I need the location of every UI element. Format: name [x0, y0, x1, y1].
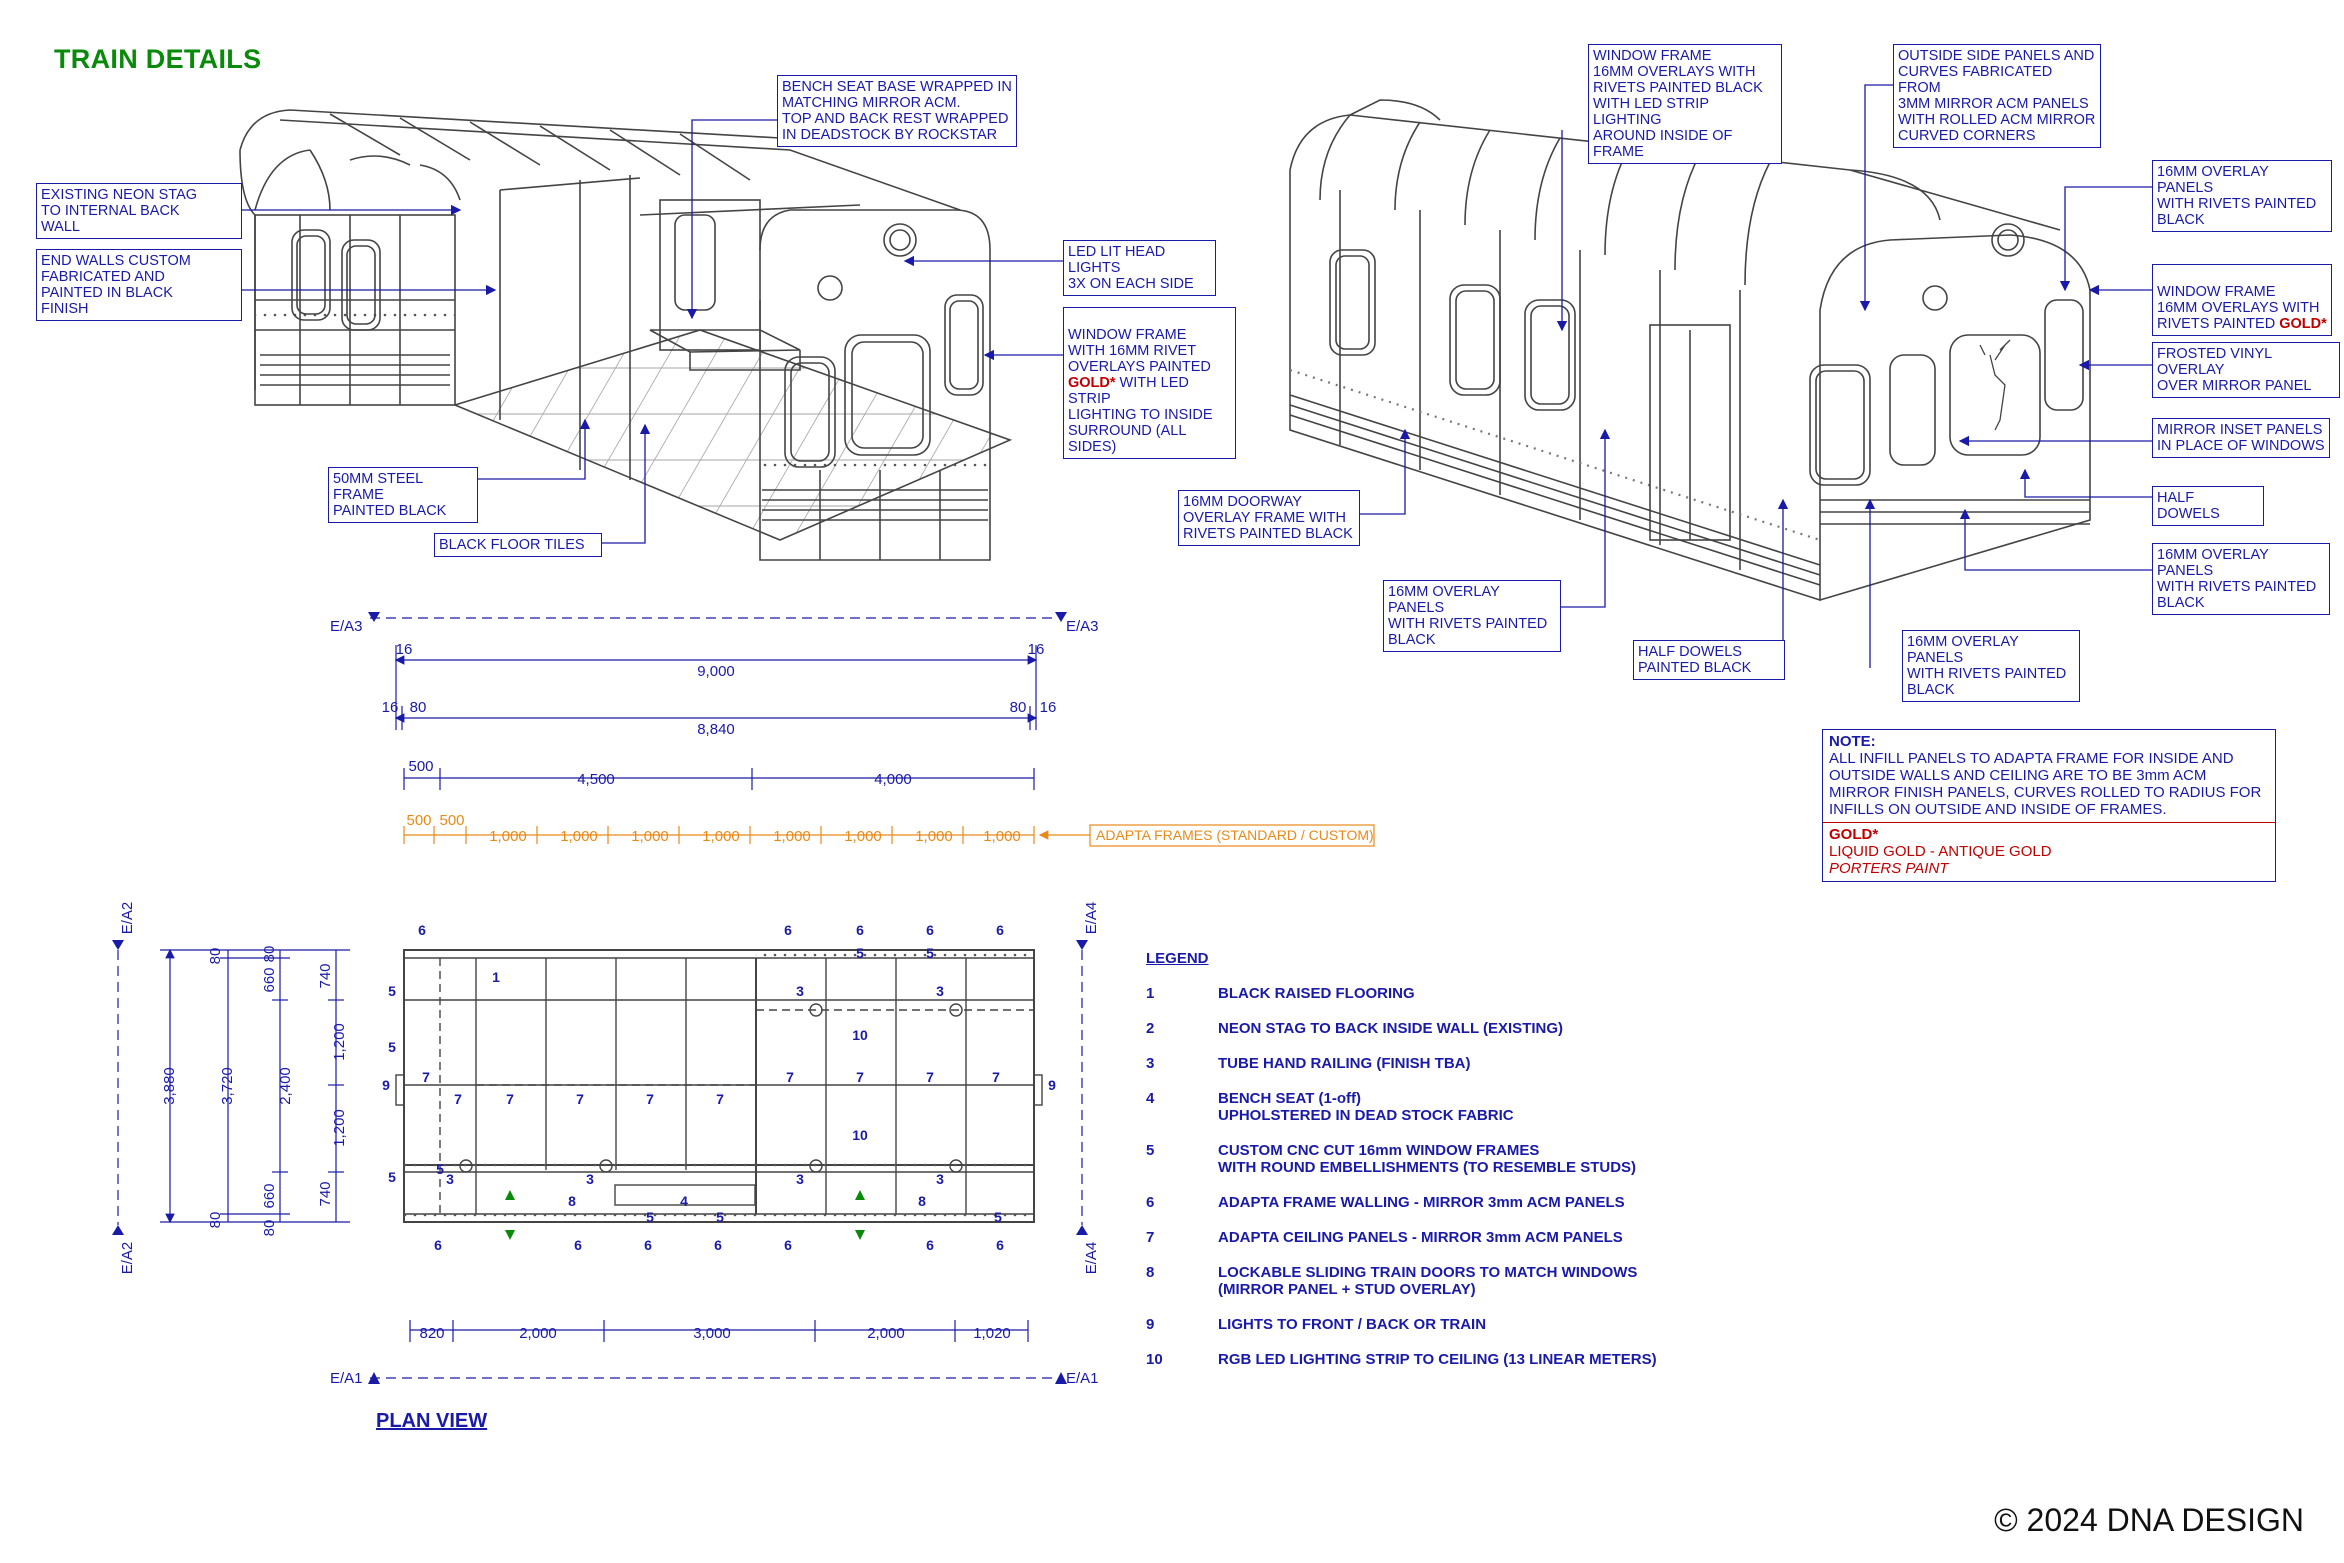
plan-callout-number: 4: [680, 1193, 688, 1209]
plan-callout-number: 6: [996, 1237, 1004, 1253]
legend-item-text: ADAPTA CEILING PANELS - MIRROR 3mm ACM PANELS: [1218, 1229, 1623, 1246]
section-mark: E/A2: [119, 901, 136, 935]
adapta-dimension: 1,000: [560, 828, 598, 845]
plan-callout-number: 5: [388, 1169, 396, 1185]
plan-callout-number: 3: [796, 1171, 804, 1187]
plan-callout-number: 5: [994, 1209, 1002, 1225]
callout-frosted-vinyl: FROSTED VINYL OVERLAY OVER MIRROR PANEL: [2152, 342, 2340, 398]
section-mark: E/A3: [330, 618, 363, 635]
legend-item: [1146, 1090, 1738, 1142]
plan-callout-number: 10: [852, 1127, 868, 1143]
callout-overlay-panels-4: 16MM OVERLAY PANELS WITH RIVETS PAINTED BLACK: [1902, 630, 2080, 702]
dimension-label: 9,000: [697, 663, 735, 680]
dimension-label: 16: [1039, 699, 1057, 716]
plan-callout-number: 8: [568, 1193, 576, 1209]
gold-brand: PORTERS PAINT: [1829, 860, 1949, 877]
section-mark: E/A3: [1066, 618, 1099, 635]
gold-description: LIQUID GOLD - ANTIQUE GOLD: [1829, 843, 2052, 860]
plan-callout-number: 6: [926, 922, 934, 938]
plan-callout-number: 3: [936, 983, 944, 999]
plan-callout-number: 6: [926, 1237, 934, 1253]
callout-half-dowels-black: HALF DOWELS PAINTED BLACK: [1633, 640, 1785, 680]
note-box: [1822, 729, 2276, 882]
dimension-label: 2,000: [867, 1325, 905, 1342]
gold-mark: GOLD*: [1068, 375, 1116, 391]
dimension-label: 4,500: [577, 771, 615, 788]
adapta-dimension: 500: [406, 812, 432, 829]
plan-callout-number: 6: [784, 922, 792, 938]
adapta-dimension: 1,000: [702, 828, 740, 845]
plan-callout-number: 10: [852, 1027, 868, 1043]
legend-item: [1146, 1264, 1738, 1316]
note-heading: NOTE:: [1829, 733, 1876, 750]
legend-item: [1146, 1142, 1738, 1194]
plan-callout-number: 5: [388, 1039, 396, 1055]
callout-outside-panels: OUTSIDE SIDE PANELS AND CURVES FABRICATED FROM 3MM MIRROR ACM PANELS WITH ROLLED ACM MIRROR CURVED CORNERS: [1893, 44, 2101, 148]
dimension-label: 660: [261, 1183, 278, 1209]
plan-callout-number: 7: [646, 1091, 654, 1107]
legend-item-number: 7: [1146, 1229, 1155, 1246]
plan-callout-number: 3: [446, 1171, 454, 1187]
plan-callout-number: 6: [784, 1237, 792, 1253]
callout-overlay-panels-3: 16MM OVERLAY PANELS WITH RIVETS PAINTED BLACK: [1383, 580, 1561, 652]
plan-callout-number: 6: [996, 922, 1004, 938]
section-mark: E/A4: [1083, 1241, 1100, 1275]
legend-item-text: LOCKABLE SLIDING TRAIN DOORS TO MATCH WINDOWS (MIRROR PANEL + STUD OVERLAY): [1218, 1264, 1638, 1298]
legend-item-text: RGB LED LIGHTING STRIP TO CEILING (13 LINEAR METERS): [1218, 1351, 1657, 1368]
section-mark: E/A4: [1083, 901, 1100, 935]
plan-callout-number: 6: [418, 922, 426, 938]
legend-item-number: 1: [1146, 985, 1155, 1002]
legend-item: [1146, 1351, 1738, 1386]
plan-callout-number: 1: [492, 969, 500, 985]
adapta-frames-label: ADAPTA FRAMES (STANDARD / CUSTOM): [1096, 827, 1374, 843]
dimension-label: 1,200: [331, 1023, 348, 1061]
dimension-label: 2,000: [519, 1325, 557, 1342]
right-isometric-carriage: [1290, 100, 2090, 600]
callout-window-frame-right-pre: WINDOW FRAME 16MM OVERLAYS WITH RIVETS PAINTED: [2157, 284, 2320, 332]
callout-end-walls: END WALLS CUSTOM FABRICATED AND PAINTED IN BLACK FINISH: [36, 249, 242, 321]
adapta-dimension: 500: [439, 812, 465, 829]
callout-overlay-panels-2: 16MM OVERLAY PANELS WITH RIVETS PAINTED BLACK: [2152, 543, 2330, 615]
callout-window-frame-gold-right: [2152, 264, 2332, 336]
legend-item-number: 3: [1146, 1055, 1155, 1072]
gold-spec-box: [1823, 822, 2275, 881]
legend-item-text: NEON STAG TO BACK INSIDE WALL (EXISTING): [1218, 1020, 1564, 1037]
adapta-dimension: 1,000: [983, 828, 1021, 845]
dimension-label: 1,020: [973, 1325, 1011, 1342]
adapta-dimension: 1,000: [844, 828, 882, 845]
legend-item: [1146, 985, 1738, 1020]
dimension-label: 820: [419, 1325, 445, 1342]
legend: [1146, 950, 1738, 1386]
legend-item-text: LIGHTS TO FRONT / BACK OR TRAIN: [1218, 1316, 1487, 1333]
callout-window-frame-black: WINDOW FRAME 16MM OVERLAYS WITH RIVETS PAINTED BLACK WITH LED STRIP LIGHTING AROUND INSIDE OF FRAME: [1588, 44, 1782, 164]
dimension-label: 80: [207, 1211, 224, 1229]
dimension-label: 3,720: [219, 1067, 236, 1105]
plan-callout-number: 6: [574, 1237, 582, 1253]
callout-doorway-overlay: 16MM DOORWAY OVERLAY FRAME WITH RIVETS PAINTED BLACK: [1178, 490, 1360, 546]
plan-callout-number: 7: [422, 1069, 430, 1085]
dimension-label: 1,200: [331, 1109, 348, 1147]
plan-callout-number: 6: [644, 1237, 652, 1253]
dimension-label: 740: [317, 1181, 334, 1207]
section-mark: E/A1: [1066, 1370, 1099, 1387]
legend-item-text: TUBE HAND RAILING (FINISH TBA): [1218, 1055, 1471, 1072]
dimension-label: 80: [261, 1219, 278, 1237]
dimension-label: 8,840: [697, 721, 735, 738]
adapta-dimension: 1,000: [489, 828, 527, 845]
callout-bench-seat-base: BENCH SEAT BASE WRAPPED IN MATCHING MIRROR ACM. TOP AND BACK REST WRAPPED IN DEADSTOCK BY ROCKSTAR: [777, 75, 1017, 147]
legend-item: [1146, 1194, 1738, 1229]
legend-item: [1146, 1020, 1738, 1055]
dimension-label: 16: [381, 699, 399, 716]
legend-item-text: BENCH SEAT (1-off) UPHOLSTERED IN DEAD STOCK FABRIC: [1218, 1090, 1514, 1124]
callout-head-lights: LED LIT HEAD LIGHTS 3X ON EACH SIDE: [1063, 240, 1216, 296]
legend-item-text: CUSTOM CNC CUT 16mm WINDOW FRAMES WITH ROUND EMBELLISHMENTS (TO RESEMBLE STUDS): [1218, 1142, 1637, 1176]
legend-list: [1146, 985, 1738, 1386]
dimension-label: 740: [317, 963, 334, 989]
plan-callout-number: 3: [796, 983, 804, 999]
gold-label: GOLD*: [1829, 826, 1879, 843]
plan-callout-number: 5: [926, 945, 934, 961]
dimension-label: 2,400: [277, 1067, 294, 1105]
dimension-label: 80: [261, 945, 278, 963]
copyright: © 2024 DNA DESIGN: [1994, 1502, 2304, 1538]
legend-item-number: 6: [1146, 1194, 1155, 1211]
dimension-label: 4,000: [874, 771, 912, 788]
legend-item-text: BLACK RAISED FLOORING: [1218, 985, 1415, 1002]
plan-callout-number: 3: [936, 1171, 944, 1187]
section-mark: E/A2: [119, 1241, 136, 1275]
plan-callout-number: 7: [576, 1091, 584, 1107]
gold-mark-right: GOLD*: [2279, 316, 2327, 332]
plan-callout-number: 9: [1048, 1077, 1056, 1093]
plan-callout-number: 3: [586, 1171, 594, 1187]
note-body: ALL INFILL PANELS TO ADAPTA FRAME FOR INSIDE AND OUTSIDE WALLS AND CEILING ARE TO BE 3mm ACM MIRROR FINISH PANELS, CURVES ROLLED TO RADIUS FOR INFILLS ON OUTSIDE AND INSIDE OF FRAMES.: [1829, 750, 2262, 818]
callout-neon-stag: EXISTING NEON STAG TO INTERNAL BACK WALL: [36, 183, 242, 239]
callout-steel-frame: 50MM STEEL FRAME PAINTED BLACK: [328, 467, 478, 523]
plan-callout-number: 7: [856, 1069, 864, 1085]
plan-callout-number: 7: [454, 1091, 462, 1107]
callout-window-frame-post: WITH LED STRIP LIGHTING TO INSIDE SURROUND (ALL SIDES): [1068, 375, 1213, 455]
dimension-label: 80: [409, 699, 427, 716]
plan-callout-number: 5: [856, 945, 864, 961]
plan-callout-number: 5: [646, 1209, 654, 1225]
dimension-label: 16: [395, 641, 413, 658]
dimension-label: 3,000: [693, 1325, 731, 1342]
legend-item-number: 4: [1146, 1090, 1155, 1107]
dimension-label: 3,880: [161, 1067, 178, 1105]
legend-item: [1146, 1055, 1738, 1090]
dimension-label: 16: [1027, 641, 1045, 658]
dimension-label: 660: [261, 967, 278, 993]
adapta-dimension: 1,000: [773, 828, 811, 845]
plan-callout-number: 7: [506, 1091, 514, 1107]
callout-mirror-inset: MIRROR INSET PANELS IN PLACE OF WINDOWS: [2152, 418, 2330, 458]
dimension-label: 500: [408, 758, 434, 775]
legend-item-number: 5: [1146, 1142, 1155, 1159]
legend-item-number: 10: [1146, 1351, 1163, 1368]
callout-half-dowels: HALF DOWELS: [2152, 486, 2264, 526]
legend-item: [1146, 1229, 1738, 1264]
adapta-dimension: 1,000: [915, 828, 953, 845]
plan-callout-number: 6: [714, 1237, 722, 1253]
callout-overlay-panels-1: 16MM OVERLAY PANELS WITH RIVETS PAINTED BLACK: [2152, 160, 2332, 232]
plan-view-drawing: [396, 950, 1042, 1222]
drawing-title: TRAIN DETAILS: [54, 44, 262, 74]
plan-callout-number: 7: [786, 1069, 794, 1085]
dimension-label: 80: [207, 947, 224, 965]
plan-callout-number: 7: [992, 1069, 1000, 1085]
plan-callout-number: 6: [434, 1237, 442, 1253]
plan-callout-number: 5: [716, 1209, 724, 1225]
legend-item-text: ADAPTA FRAME WALLING - MIRROR 3mm ACM PANELS: [1218, 1194, 1625, 1211]
adapta-dimension: 1,000: [631, 828, 669, 845]
callout-floor-tiles: BLACK FLOOR TILES: [434, 533, 602, 557]
legend-item-number: 8: [1146, 1264, 1155, 1281]
plan-callout-number: 5: [388, 983, 396, 999]
legend-item-number: 9: [1146, 1316, 1155, 1333]
callout-window-frame-pre: WINDOW FRAME WITH 16MM RIVET OVERLAYS PAINTED: [1068, 327, 1211, 375]
legend-heading: LEGEND: [1146, 950, 1209, 967]
plan-callout-number: 6: [856, 922, 864, 938]
callout-window-frame-gold: [1063, 307, 1236, 459]
plan-callout-number: 7: [926, 1069, 934, 1085]
legend-item-number: 2: [1146, 1020, 1155, 1037]
plan-callout-number: 9: [382, 1077, 390, 1093]
plan-callout-number: 8: [918, 1193, 926, 1209]
legend-item: [1146, 1316, 1738, 1351]
plan-callout-number: 7: [716, 1091, 724, 1107]
plan-callout-number: 5: [436, 1161, 444, 1177]
plan-view-label: PLAN VIEW: [376, 1410, 488, 1432]
dimension-label: 80: [1009, 699, 1027, 716]
section-mark: E/A1: [330, 1370, 363, 1387]
